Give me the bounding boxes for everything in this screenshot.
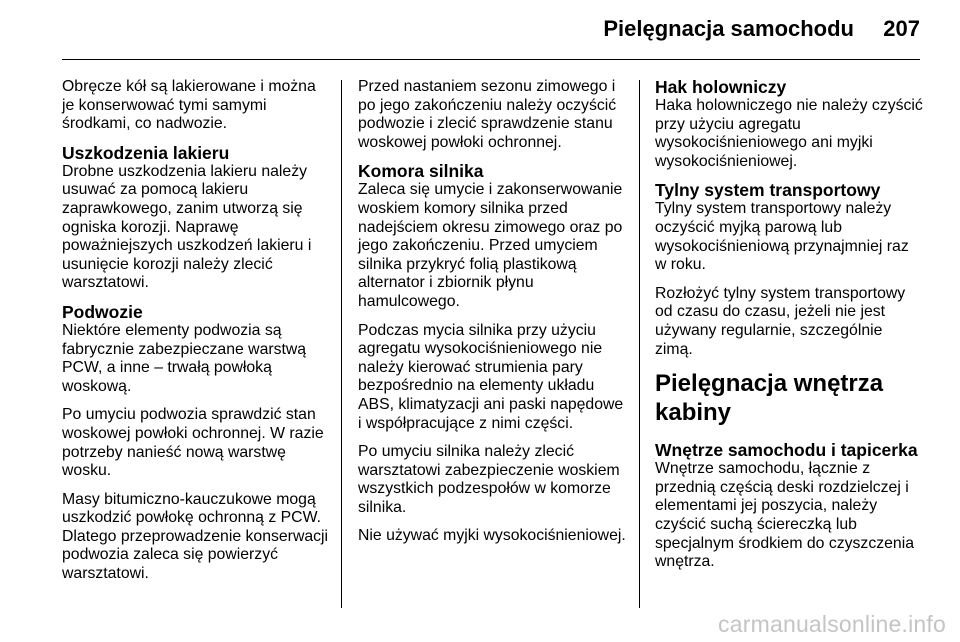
- column-3: [655, 78, 923, 582]
- interior-care-heading: Pielęgnacja wnętrza kabiny: [655, 370, 884, 427]
- paint-damage-text: Drobne uszkodzenia lakieru należy usuwać za pomocą lakieru zaprawkowego, zanim utworzą się ogniska korozji. Naprawę poważniejszych uszkodzeń lakieru i usunięcie korozji należy zlecić warsztatowi.: [62, 162, 312, 292]
- engine-text-1: Zaleca się umycie i zakonserwowanie woskiem komory silnika przed nadejściem okresu zimowego oraz po jego zakończeniu. Przed umyciem silnika przykryć folią plastikową alternator i zbiornik płynu hamulcowego.: [358, 181, 623, 310]
- wheel-rims-text: Obręcze kół są lakierowane i można je konserwować tymi samymi środkami, co nadwozie.: [62, 78, 316, 133]
- rear-carrier-text-2: Rozłożyć tylny system transportowy od czasu do czasu, jeżeli nie jest używany regularnie, szczególnie zimą.: [655, 284, 906, 358]
- paint-damage-heading: Uszkodzenia lakieru: [62, 142, 230, 163]
- column-1: [62, 78, 332, 594]
- towbar-heading: Hak holowniczy: [655, 77, 787, 97]
- page-header: [0, 0, 960, 60]
- upholstery-heading: Wnętrze samochodu i tapicerka: [655, 440, 918, 461]
- page-number: 207: [883, 16, 920, 41]
- rear-carrier-text-1: Tylny system transportowy należy oczyścić myjką parową lub wysokociśnieniową przynajmniej raz w roku.: [655, 200, 909, 274]
- engine-text-2: Podczas mycia silnika przy użyciu agregatu wysokociśnieniowego nie należy kierować strumienia pary bezpośrednio na elementy układu ABS, klimatyzacji ani paski napędowe i współpracujące z nimi części.: [358, 321, 624, 432]
- watermark: carmanualsonline.info: [718, 611, 946, 637]
- underbody-heading: Podwozie: [62, 301, 143, 322]
- header-divider: [62, 59, 920, 60]
- underbody-text-2: Po umyciu podwozia sprawdzić stan woskowej powłoki ochronnej. W razie potrzeby nanieść nową warstwę wosku.: [62, 406, 324, 480]
- header-title: Pielęgnacja samochodu: [603, 16, 854, 41]
- column-2: [358, 78, 628, 556]
- column-divider-2: [639, 80, 640, 608]
- winter-care-text: Przed nastaniem sezonu zimowego i po jego zakończeniu należy oczyścić podwozie i zlecić sprawdzenie stanu woskowej powłoki ochronnej.: [358, 78, 617, 151]
- towbar-text: Haka holowniczego nie należy czyścić przy użyciu agregatu wysokociśnieniowego ani myjki wysokociśnieniowej.: [655, 97, 923, 170]
- column-divider-1: [341, 80, 342, 608]
- underbody-text-3: Masy bitumiczno-kauczukowe mogą uszkodzić powłokę ochronną z PCW. Dlatego przeprowadzenie konserwacji podwozia zaleca się powierzyć warsztatowi.: [62, 490, 329, 583]
- engine-text-4: Nie używać myjki wysokociśnieniowej.: [358, 527, 626, 545]
- engine-compartment-heading: Komora silnika: [358, 161, 484, 182]
- upholstery-text: Wnętrze samochodu, łącznie z przednią częścią deski rozdzielczej i elementami jej poszycia, należy czyścić suchą ściereczką lub specjalnym środkiem do czyszczenia wnętrza.: [655, 460, 914, 571]
- engine-text-3: Po umyciu silnika należy zlecić warsztatowi zabezpieczenie woskiem wszystkich podzespołów w komorze silnika.: [358, 443, 620, 516]
- underbody-text-1: Niektóre elementy podwozia są fabrycznie zabezpieczane warstwą PCW, a inne – trwałą powłoką woskową.: [62, 321, 307, 395]
- rear-carrier-heading: Tylny system transportowy: [655, 180, 881, 201]
